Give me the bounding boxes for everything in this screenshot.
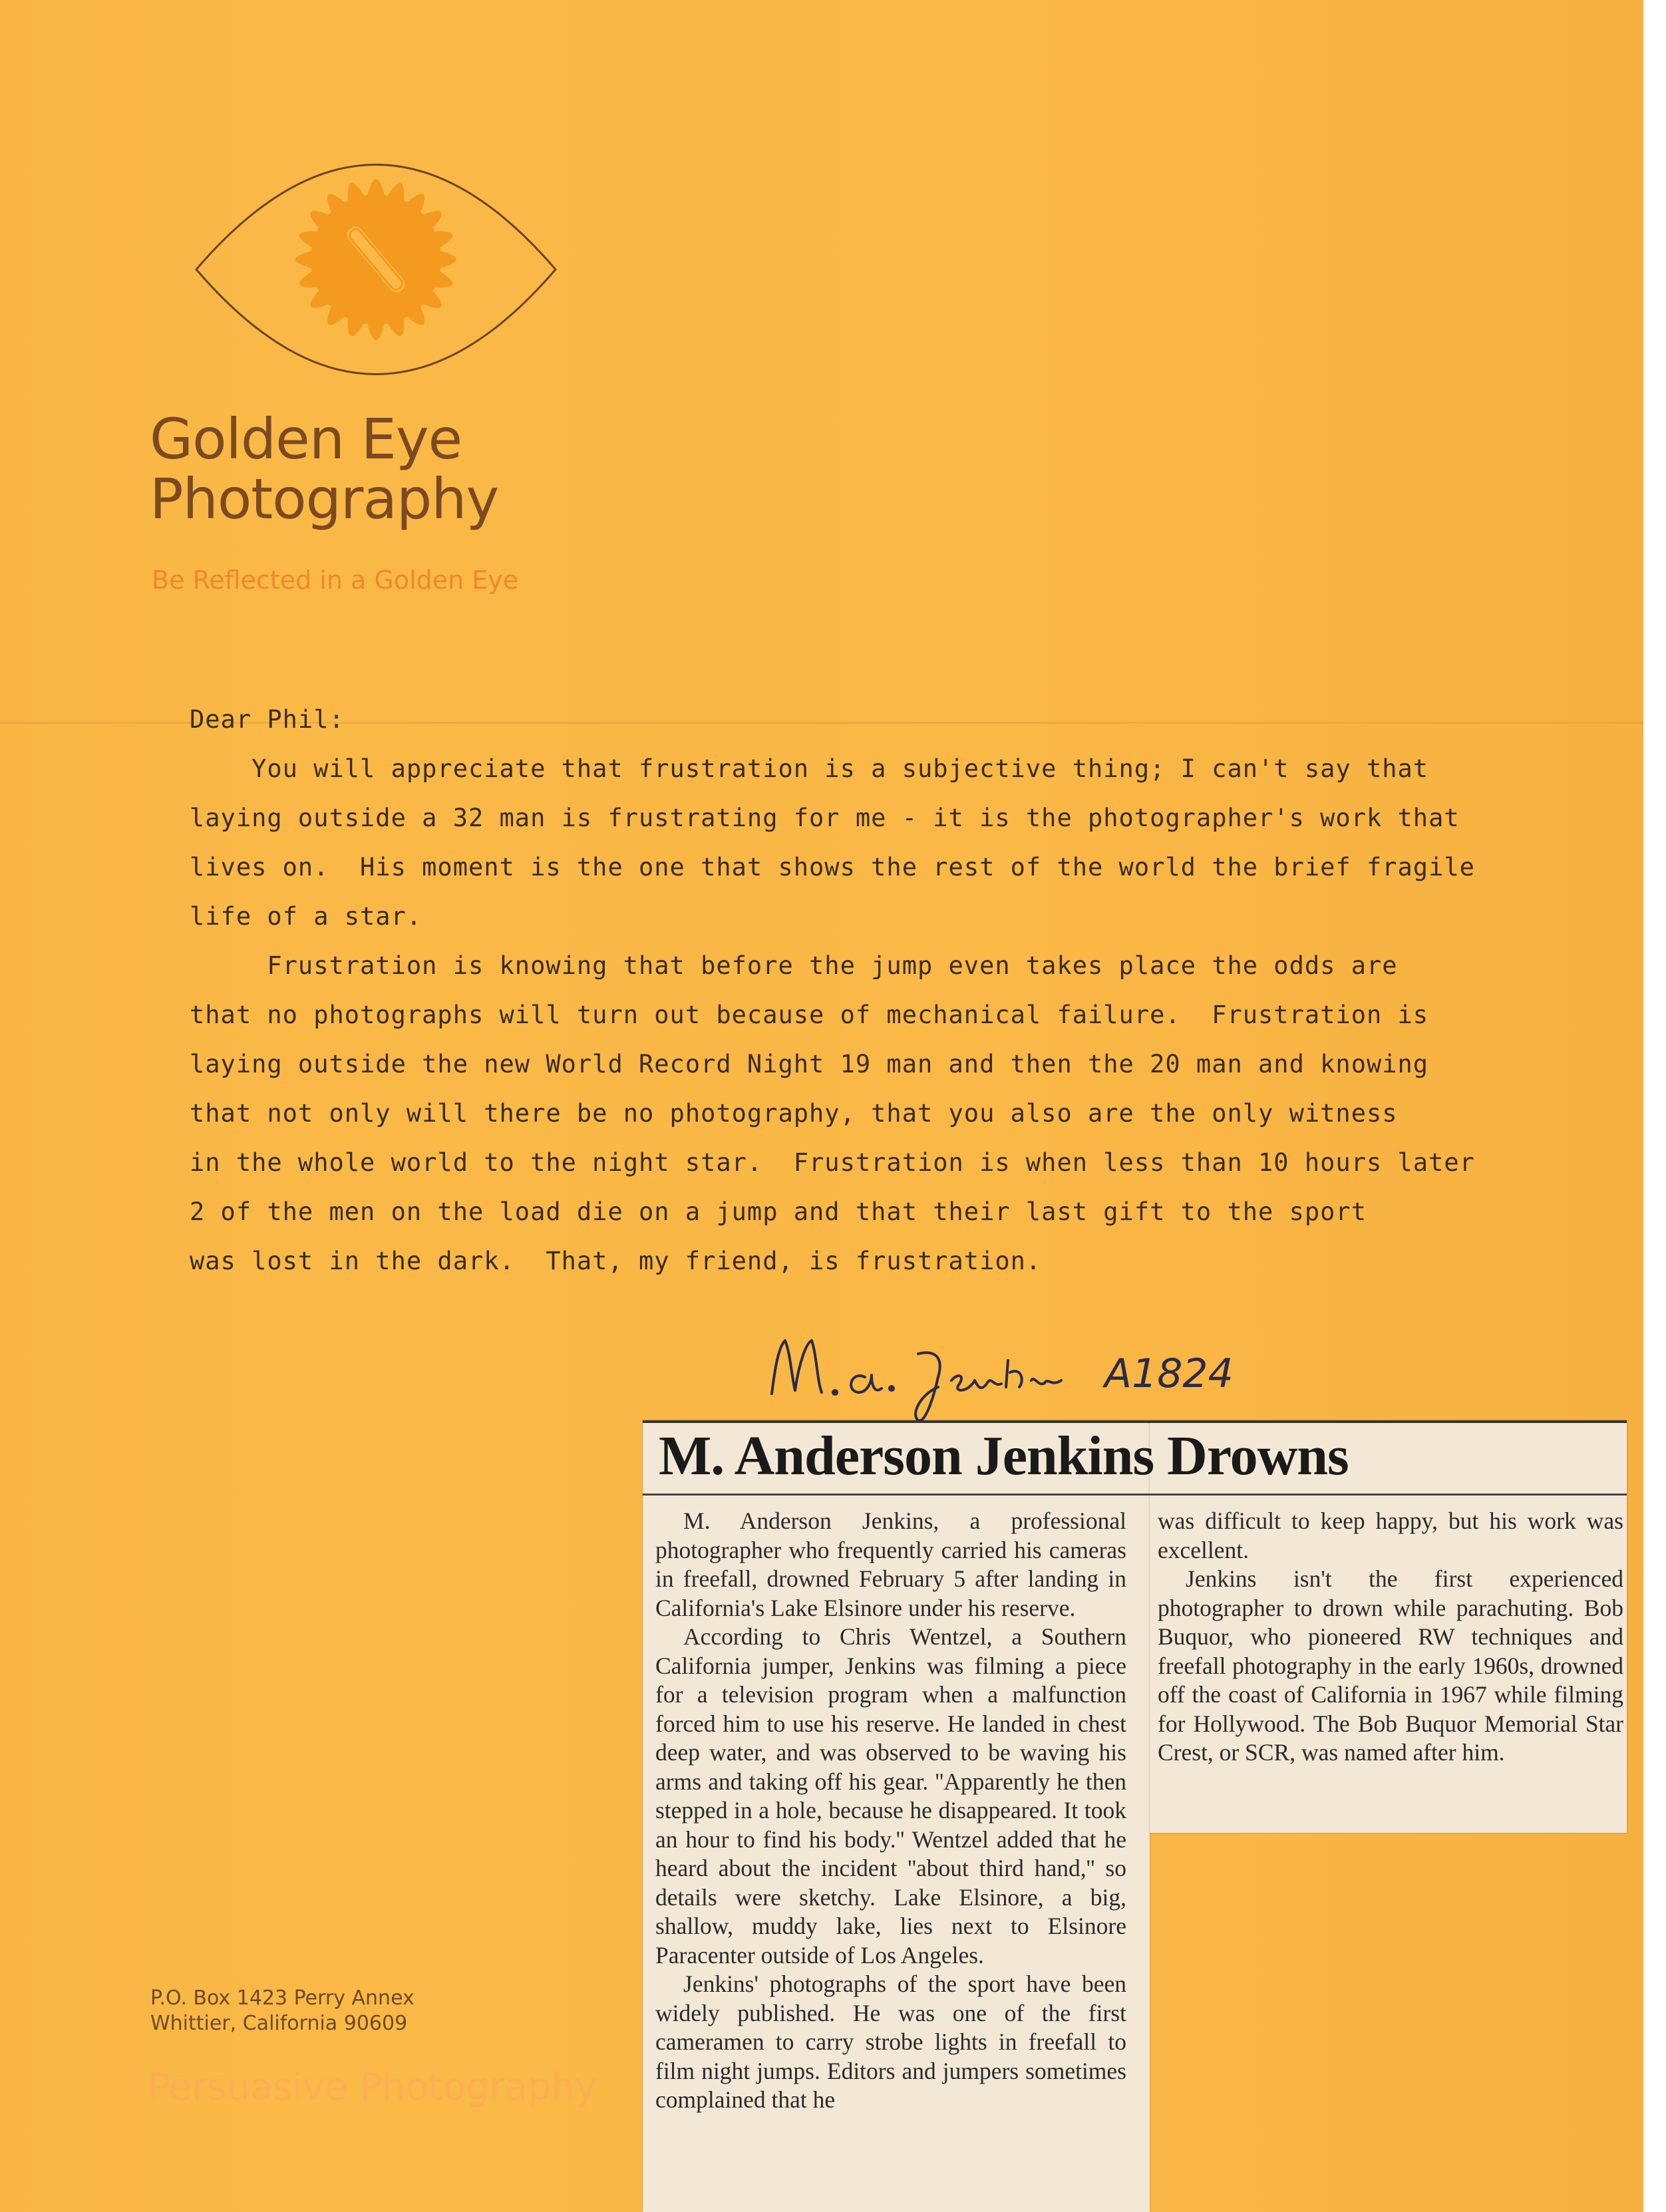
clipping-paragraph: According to Chris Wentzel, a Southern California jumper, Jenkins was filming a piece for a television program when a malfunction forced him to use his reserve. He landed in chest deep water, and was observed to be waving his arms and taking off his gear. ''Apparently he then stepped in a hole, because he disappeared. It took an hour to find his body.'' Wentzel added that he heard about the incident ''about third hand,'' so details were sketchy. Lake Elsinore, a big, shallow, muddy lake, lies next to Elsinore Paracenter outside of Los Angeles.: [655, 1623, 1126, 1969]
sun-ray: [295, 250, 315, 269]
letter-line: was lost in the dark. That, my friend, is frustration.: [190, 1247, 1042, 1275]
clipping-column-1: [655, 1507, 1126, 2115]
sun-ray: [437, 250, 456, 269]
letter-line: 2 of the men on the load die on a jump and that their last gift to the sport: [190, 1197, 1367, 1226]
sun-ray: [367, 321, 385, 340]
letter-line: in the whole world to the night star. Frustration is when less than 10 hours later: [190, 1148, 1475, 1177]
letter-line: that not only will there be no photography, that you also are the only witness: [190, 1099, 1398, 1128]
address-line-1: P.O. Box 1423 Perry Annex: [150, 1986, 415, 2010]
letterhead-address: [150, 1986, 616, 2036]
clipping-paragraph: Jenkins isn't the first experienced photographer to drown while parachuting. Bob Buquor, who pioneered RW techniques and freefall photography in the early 1960s, drowned off the coast of California in 1967 while filming for Hollywood. The Bob Buquor Memorial Star Crest, or SCR, was named after him.: [1158, 1565, 1623, 1766]
golden-eye-sun-logo-icon: [190, 140, 562, 393]
letter-line: that no photographs will turn out because of mechanical failure. Frustration is: [190, 1001, 1429, 1029]
handwritten-signature: [758, 1314, 1277, 1427]
letter-line: laying outside a 32 man is frustrating for me - it is the photographer's work that: [190, 804, 1460, 832]
address-line-2: Whittier, California 90609: [150, 2012, 408, 2035]
clipping-paragraph: Jenkins' photographs of the sport have been widely published. He was one of the first cameramen to carry strobe lights in freefall to film night jumps. Editors and jumpers sometimes complained that he: [655, 1971, 1126, 2113]
letter-line: Frustration is knowing that before the jump even takes place the odds are: [190, 951, 1398, 980]
letter-line: lives on. His moment is the one that shows the rest of the world the brief fragile: [190, 853, 1475, 881]
letter-line: You will appreciate that frustration is a subjective thing; I can't say that: [190, 754, 1429, 783]
brand-tagline: Be Reflected in a Golden Eye: [152, 565, 519, 595]
footer-slogan: Persuasive Photography: [148, 2066, 597, 2109]
svg-text:A1824: A1824: [1104, 1350, 1234, 1397]
letter-line: life of a star.: [190, 902, 422, 931]
clipping-paragraph: was difficult to keep happy, but his work was excellent.: [1158, 1507, 1623, 1563]
letter-line: laying outside the new World Record Night 19 man and then the 20 man and knowing: [190, 1050, 1429, 1078]
clipping-headline: M. Anderson Jenkins Drowns: [659, 1425, 1349, 1487]
sun-ray: [367, 179, 385, 198]
clipping-headline-rule: [643, 1494, 1627, 1496]
brand-name: [150, 406, 749, 532]
brand-name-line-1: Golden Eye: [150, 406, 462, 472]
page-margin: [1643, 0, 1666, 2212]
clipping-column-2: [1158, 1507, 1623, 1768]
letter-salutation: Dear Phil:: [190, 705, 345, 734]
clipping-top-rule: [643, 1420, 1627, 1423]
brand-name-line-2: Photography: [150, 466, 499, 532]
letter-body: [190, 695, 1587, 1286]
clipping-paragraph: M. Anderson Jenkins, a professional photographer who frequently carried his cameras in freefall, drowned February 5 after landing in California's Lake Elsinore under his reserve.: [655, 1507, 1126, 1621]
